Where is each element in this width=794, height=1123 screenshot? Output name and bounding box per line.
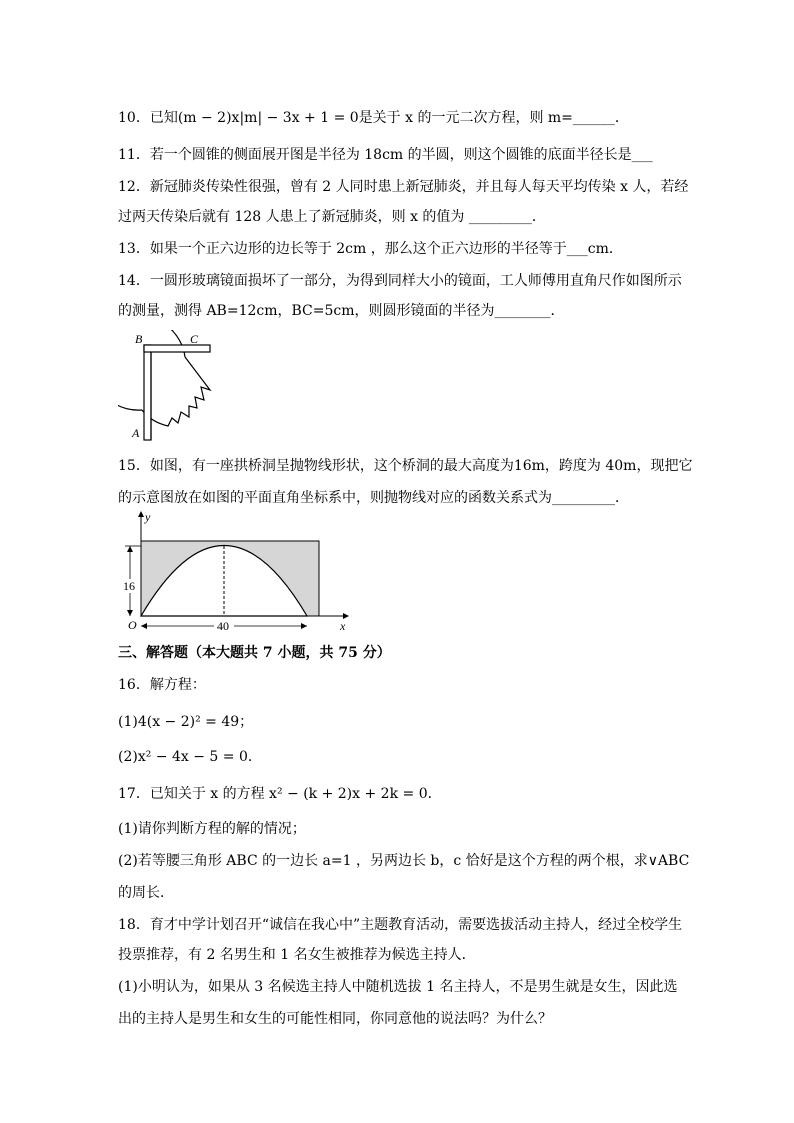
question-18-part1-line2: 出的主持人是男生和女生的可能性相同，你同意他的说法吗？为什么？: [118, 1011, 552, 1027]
question-13: 13．如果一个正六边形的边长等于 2cm ，那么这个正六边形的半径等于___cm．: [118, 241, 623, 257]
question-12-line2: 过两天传染后就有 128 人患上了新冠肺炎，则 x 的值为 _________．: [118, 209, 546, 225]
question-12-line1: 12．新冠肺炎传染性很强，曾有 2 人同时患上新冠肺炎，并且每人每天平均传染 x 人，若经: [118, 179, 689, 195]
question-16: 16．解方程：: [118, 677, 206, 693]
square-horizontal-arm: [144, 345, 210, 352]
question-15-line2: 的示意图放在如图的平面直角坐标系中，则抛物线对应的函数关系式为_________．: [118, 490, 629, 506]
label-c: C: [190, 332, 199, 346]
question-18-line1: 18．育才中学计划召开“诚信在我心中”主题教育活动，需要选拔活动主持人，经过全校学生: [118, 917, 683, 933]
question-17-part2: (2)若等腰三角形 ABC 的一边长 a=1 ，另两边长 b，c 恰好是这个方程的两个根，求∨ABC: [118, 853, 690, 869]
span-label: 40: [217, 619, 229, 633]
label-b: B: [135, 332, 143, 346]
broken-edge: [142, 357, 210, 426]
x-axis-label: x: [340, 619, 346, 633]
y-axis-label: y: [145, 510, 151, 524]
square-vertical-arm: [144, 345, 151, 440]
question-17-part2-cont: 的周长．: [118, 885, 174, 901]
question-18-part1-line1: (1)小明认为，如果从 3 名候选主持人中随机选拔 1 名主持人，不是男生就是女生，因此选: [118, 979, 678, 995]
question-16-part1: (1)4(x − 2)² = 49；: [118, 714, 254, 730]
question-14-line1: 14．一圆形玻璃镜面损坏了一部分，为得到同样大小的镜面，工人师傅用直角尺作如图所示: [118, 273, 682, 289]
question-10: 10．已知(m − 2)x|m| − 3x + 1 = 0是关于 x 的一元二次方程，则 m=______．: [118, 110, 629, 126]
question-16-part2: (2)x² − 4x − 5 = 0．: [118, 749, 262, 765]
question-11: 11．若一个圆锥的侧面展开图是半径为 18cm 的半圆，则这个圆锥的底面半径长是___: [118, 147, 653, 163]
section-3-heading: 三、解答题（本大题共 7 小题，共 75 分）: [118, 645, 391, 661]
question-15-line1: 15．如图，有一座拱桥洞呈抛物线形状，这个桥洞的最大高度为16m，跨度为 40m，现把它: [118, 458, 693, 474]
mirror-measurement-figure: [118, 330, 228, 445]
question-17-part1: (1)请你判断方程的解的情况；: [118, 821, 306, 837]
question-14-line2: 的测量，测得 AB=12cm，BC=5cm，则圆形镜面的半径为________．: [118, 303, 565, 319]
height-label: 16: [123, 579, 135, 593]
question-17: 17．已知关于 x 的方程 x² − (k + 2)x + 2k = 0．: [118, 786, 442, 802]
question-18-line2: 投票推荐，有 2 名男生和 1 名女生被推荐为候选主持人．: [118, 947, 476, 963]
origin-label: O: [128, 618, 137, 632]
parabola-bridge-figure: [118, 508, 358, 633]
label-a: A: [132, 426, 140, 440]
